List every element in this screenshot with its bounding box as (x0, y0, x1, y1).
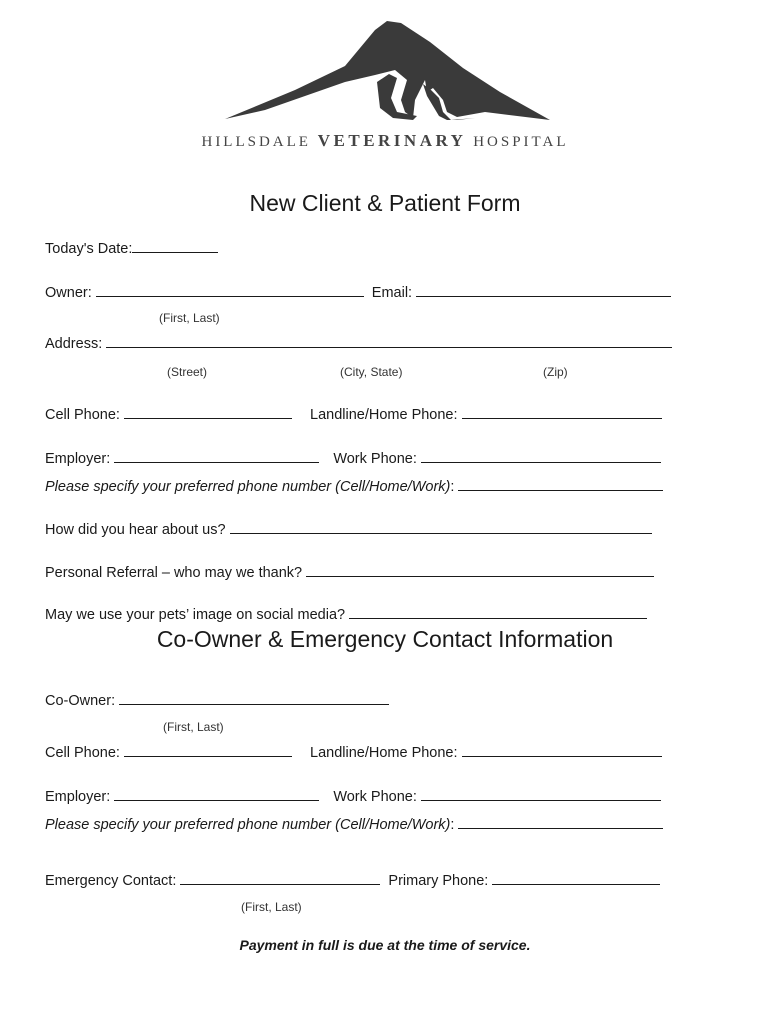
preferred-phone-row (45, 478, 667, 495)
preferred-phone-field[interactable] (458, 478, 663, 491)
address-field[interactable] (106, 335, 672, 348)
coowner-employer-row (45, 788, 665, 805)
preferred-phone-colon: : (450, 479, 455, 495)
brand-main: VETERINARY (317, 131, 467, 150)
cell-phone-field[interactable] (124, 406, 292, 419)
employer-label: Employer: (45, 451, 111, 467)
todays-date-label: Today's Date: (45, 241, 133, 257)
coowner-preferred-phone-row (45, 816, 667, 833)
owner-field[interactable] (96, 284, 364, 297)
coowner-cell-phone-field[interactable] (124, 744, 292, 757)
city-state-caption: (City, State) (340, 365, 403, 379)
social-media-label: May we use your pets’ image on social media? (45, 607, 346, 623)
coowner-work-phone-field[interactable] (421, 788, 661, 801)
home-phone-label: Landline/Home Phone: (310, 407, 458, 423)
coowner-cell-phone-label: Cell Phone: (45, 745, 120, 761)
home-phone-field[interactable] (462, 406, 662, 419)
coowner-employer-field[interactable] (114, 788, 319, 801)
primary-phone-field[interactable] (492, 872, 660, 885)
social-media-row (45, 606, 651, 623)
coowner-label: Co-Owner: (45, 693, 116, 709)
owner-label: Owner: (45, 285, 92, 301)
email-field[interactable] (416, 284, 671, 297)
zip-caption: (Zip) (543, 365, 568, 379)
cell-phone-label: Cell Phone: (45, 407, 120, 423)
coowner-employer-label: Employer: (45, 789, 111, 805)
owner-row (45, 284, 675, 301)
hear-about-label: How did you hear about us? (45, 522, 226, 538)
coowner-field[interactable] (119, 692, 389, 705)
mountain-logo-icon (225, 20, 550, 125)
hear-about-field[interactable] (230, 521, 652, 534)
hear-about-row (45, 521, 656, 538)
emergency-first-last-caption: (First, Last) (241, 900, 302, 914)
payment-note: Payment in full is due at the time of service. (239, 937, 531, 953)
cell-phone-row (45, 406, 666, 423)
coowner-first-last-caption: (First, Last) (163, 720, 224, 734)
brand-pre: HILLSDALE (201, 134, 311, 150)
form-title: New Client & Patient Form (249, 190, 521, 216)
referral-label: Personal Referral – who may we thank? (45, 565, 303, 581)
coowner-row (45, 692, 393, 709)
emergency-contact-row (45, 872, 664, 889)
primary-phone-label: Primary Phone: (388, 873, 489, 889)
brand-post: HOSPITAL (473, 134, 569, 150)
emergency-contact-label: Emergency Contact: (45, 873, 177, 889)
coowner-cell-phone-row (45, 744, 666, 761)
todays-date-row (45, 240, 222, 257)
coowner-preferred-phone-field[interactable] (458, 816, 663, 829)
coowner-section-title: Co-Owner & Emergency Contact Information (156, 626, 614, 652)
coowner-work-phone-label: Work Phone: (333, 789, 417, 805)
work-phone-label: Work Phone: (333, 451, 417, 467)
todays-date-field[interactable] (132, 240, 218, 253)
referral-field[interactable] (306, 564, 654, 577)
coowner-home-phone-label: Landline/Home Phone: (310, 745, 458, 761)
employer-row (45, 450, 665, 467)
owner-first-last-caption: (First, Last) (159, 311, 220, 325)
brand-name (0, 131, 770, 151)
referral-row (45, 564, 658, 581)
address-label: Address: (45, 336, 103, 352)
email-label: Email: (371, 285, 413, 301)
street-caption: (Street) (167, 365, 208, 379)
employer-field[interactable] (114, 450, 319, 463)
coowner-preferred-phone-label: Please specify your preferred phone number (Cell/Home/Work) (45, 817, 451, 833)
preferred-phone-label: Please specify your preferred phone number (Cell/Home/Work) (45, 479, 451, 495)
work-phone-field[interactable] (421, 450, 661, 463)
coowner-preferred-phone-colon: : (450, 817, 455, 833)
coowner-home-phone-field[interactable] (462, 744, 662, 757)
address-row (45, 335, 676, 352)
social-media-field[interactable] (349, 606, 647, 619)
emergency-contact-field[interactable] (180, 872, 380, 885)
